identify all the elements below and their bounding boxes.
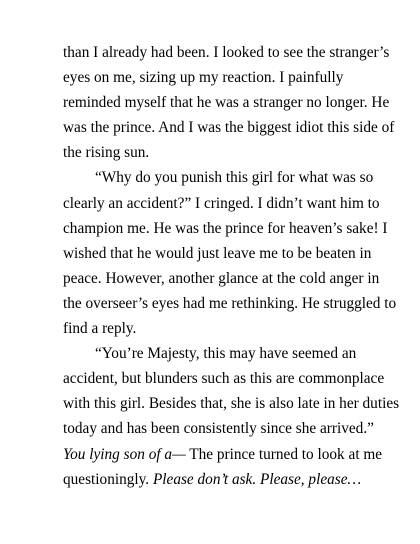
text-segment: wished that he would just leave me to be beaten in	[63, 244, 372, 262]
text-segment: questioningly.	[63, 470, 153, 488]
text-line	[63, 316, 363, 341]
text-segment: “You’re Majesty, this may have seemed an	[95, 345, 357, 363]
text-line	[63, 467, 363, 492]
text-line	[63, 366, 385, 391]
italic-thought: You lying son of a—	[63, 445, 186, 463]
text-line	[63, 191, 380, 216]
text-segment: was the prince. And I was the biggest idiot this side of	[63, 119, 395, 137]
text-line	[63, 241, 372, 266]
body-text	[63, 40, 400, 492]
text-segment: “Why do you punish this girl for what was so	[95, 169, 374, 187]
text-segment: with this girl. Besides that, she is also late in her duties	[63, 395, 400, 413]
text-segment: peace. However, another glance at the cold anger in	[63, 269, 380, 287]
text-segment: The prince turned to look at me	[185, 445, 383, 463]
text-segment: reminded myself that he was a stranger no longer. He	[63, 94, 390, 112]
text-segment: champion me. He was the prince for heaven’s sake! I	[63, 219, 388, 237]
text-line	[63, 216, 388, 241]
text-segment: find a reply.	[63, 320, 137, 338]
italic-thought: Please don’t ask. Please, please…	[152, 470, 362, 488]
text-line	[63, 442, 383, 467]
text-segment: accident, but blunders such as this are commonplace	[63, 370, 385, 388]
text-line	[63, 40, 390, 65]
text-segment: the overseer’s eyes had me rethinking. He struggled to	[63, 294, 397, 312]
text-segment: than I already had been. I looked to see the stranger’s	[63, 44, 390, 61]
text-line	[63, 416, 374, 441]
text-segment: today and has been consistently since she arrived.”	[63, 420, 374, 438]
text-line	[63, 65, 363, 90]
text-line	[63, 291, 397, 316]
text-line	[63, 115, 395, 140]
text-segment: clearly an accident?” I cringed. I didn’t want him to	[63, 194, 380, 212]
paragraph-start-line	[63, 165, 374, 190]
text-line	[63, 391, 400, 416]
paragraph-start-line	[63, 341, 363, 366]
text-line	[63, 140, 363, 165]
text-segment: eyes on me, sizing up my reaction. I painfully	[63, 69, 344, 87]
text-line	[63, 90, 390, 115]
text-line	[63, 266, 380, 291]
text-segment: the rising sun.	[63, 144, 150, 162]
